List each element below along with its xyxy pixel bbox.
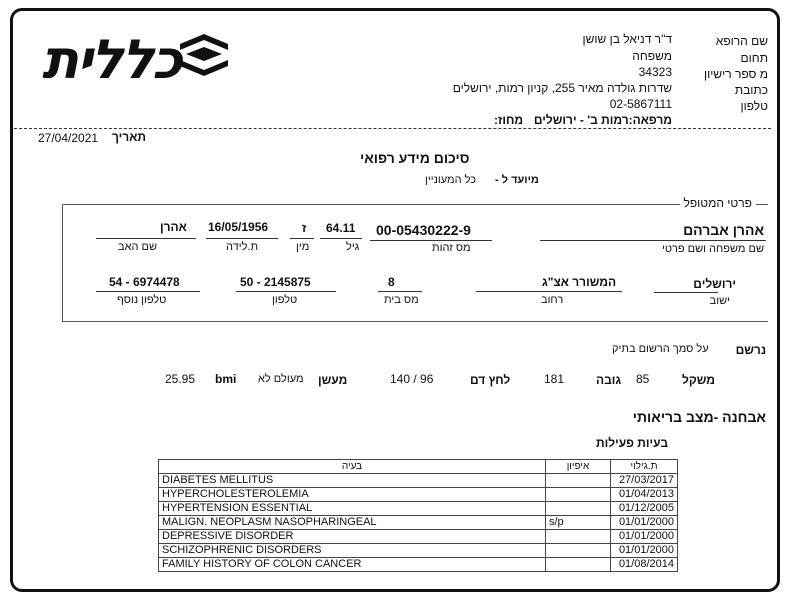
condition-date: 01/08/2014 <box>611 558 678 572</box>
addressed-label: מיועד ל - <box>495 174 539 186</box>
doctor-label: שם הרופא <box>715 34 768 48</box>
condition-code <box>546 488 611 502</box>
dob-underline <box>206 238 278 239</box>
date-value: 27/04/2021 <box>38 131 99 145</box>
bp-label: לחץ דם <box>470 373 511 387</box>
bmi-label: bmi <box>215 372 237 386</box>
field-label: תחום <box>740 51 768 65</box>
patient-phone2: 54 - 6974478 <box>109 275 180 289</box>
condition-date: 01/12/2005 <box>611 502 678 516</box>
patient-age: 64.11 <box>326 221 356 235</box>
addressed-value: כל המעוניין <box>425 174 476 186</box>
phone-value: 02-5867111 <box>609 97 672 111</box>
condition-name: SCHIZOPHRENIC DISORDERS <box>159 544 546 558</box>
patient-city: ירושלים <box>693 277 736 291</box>
patient-phone: 50 - 2145875 <box>240 275 311 289</box>
smoker-label: מעשן <box>318 373 348 387</box>
district-label: מחוז: <box>494 113 524 127</box>
condition-name: FAMILY HISTORY OF COLON CANCER <box>159 558 546 572</box>
col-code: איפיון <box>546 460 611 474</box>
condition-code <box>546 502 611 516</box>
table-row <box>159 558 678 572</box>
bmi-value: 25.95 <box>165 372 196 386</box>
patient-house-label: מס בית <box>384 294 419 306</box>
father-name-label: שם האב <box>118 241 158 253</box>
patient-phone-label: טלפון <box>272 294 298 306</box>
header-divider <box>14 128 771 129</box>
phone-label: טלפון <box>740 99 768 113</box>
table-header-row <box>159 460 678 474</box>
condition-name: HYPERCHOLESTEROLEMIA <box>159 488 546 502</box>
condition-code <box>546 544 611 558</box>
patient-house: 8 <box>388 275 395 289</box>
license-label: מ ספר רישיון <box>703 67 768 81</box>
patient-sex-label: מין <box>296 241 310 253</box>
table-row <box>159 530 678 544</box>
condition-date: 01/04/2013 <box>611 488 678 502</box>
field-value: משפחה <box>632 49 672 63</box>
weight-value: 85 <box>636 372 650 386</box>
table-row <box>159 544 678 558</box>
age-underline <box>320 238 362 239</box>
patient-name-label: שם משפחה ושם פרטי <box>661 243 764 255</box>
section-title: אבחנה -מצב בריאותי <box>632 409 766 425</box>
license-value: 34323 <box>638 65 672 79</box>
patient-city-label: ישוב <box>709 295 730 307</box>
patient-street-label: רחוב <box>541 294 564 306</box>
patient-phone2-label: טלפון נוסף <box>117 294 167 306</box>
col-date: ת.גילוי <box>611 460 678 474</box>
phone2-underline <box>96 291 200 292</box>
doctor-value: ד"ר דניאל בן שושן <box>582 32 672 46</box>
section-subtitle: בעיות פעילות <box>596 436 669 450</box>
height-value: 181 <box>544 372 565 386</box>
address-label: כתובת <box>734 83 768 97</box>
father-name: אהרן <box>160 220 187 234</box>
patient-dob: 16/05/1956 <box>208 220 269 234</box>
clalit-logo-icon <box>176 30 232 80</box>
table-row <box>159 516 678 530</box>
bp-value: 140 / 96 <box>390 372 434 386</box>
phone-underline <box>236 291 336 292</box>
house-underline <box>378 291 422 292</box>
condition-code <box>546 530 611 544</box>
date-label: תאריך <box>112 130 147 144</box>
condition-code: s/p <box>546 516 611 530</box>
conditions-table <box>158 459 678 572</box>
recorded-text: על סמך הרשום בתיק <box>612 343 709 355</box>
condition-name: MALIGN. NEOPLASM NASOPHARINGEAL <box>159 516 546 530</box>
table-row <box>159 488 678 502</box>
document-title: סיכום מידע רפואי <box>360 150 470 166</box>
condition-code <box>546 474 611 488</box>
condition-date: 01/01/2000 <box>611 516 678 530</box>
condition-name: DIABETES MELLITUS <box>159 474 546 488</box>
height-label: גובה <box>596 373 622 387</box>
id-underline <box>370 240 492 241</box>
condition-date: 01/01/2000 <box>611 530 678 544</box>
sex-underline <box>290 238 314 239</box>
patient-sex: ז <box>302 221 307 235</box>
city-underline <box>654 292 718 293</box>
table-row <box>159 474 678 488</box>
address-value: שדרות גולדה מאיר 255, קניון רמות, ירושלים <box>452 81 672 95</box>
condition-name: DEPRESSIVE DISORDER <box>159 530 546 544</box>
recorded-label: נרשם <box>735 343 766 357</box>
table-row <box>159 502 678 516</box>
weight-label: משקל <box>682 373 715 387</box>
condition-code <box>546 558 611 572</box>
patient-age-label: גיל <box>346 241 360 253</box>
clalit-logo: כללית <box>42 28 181 91</box>
col-problem: בעיה <box>159 460 546 474</box>
patient-id-label: מס זהות <box>432 242 471 254</box>
patient-id: 00-05430222-9 <box>376 222 471 238</box>
street-underline <box>476 291 622 292</box>
condition-name: HYPERTENSION ESSENTIAL <box>159 502 546 516</box>
patient-name: אהרן אברהם <box>683 222 764 238</box>
patient-street: המשורר אצ"ג <box>542 275 617 289</box>
condition-date: 01/01/2000 <box>611 544 678 558</box>
smoker-value: מעולם לא <box>258 373 304 385</box>
clinic: מרפאה:רמות ב' - ירושלים <box>533 113 672 127</box>
condition-date: 27/03/2017 <box>611 474 678 488</box>
patient-details-legend: פרטי המטופל <box>680 196 757 210</box>
father-underline <box>96 238 196 239</box>
name-underline <box>540 240 766 241</box>
patient-dob-label: ת.לידה <box>226 241 259 253</box>
